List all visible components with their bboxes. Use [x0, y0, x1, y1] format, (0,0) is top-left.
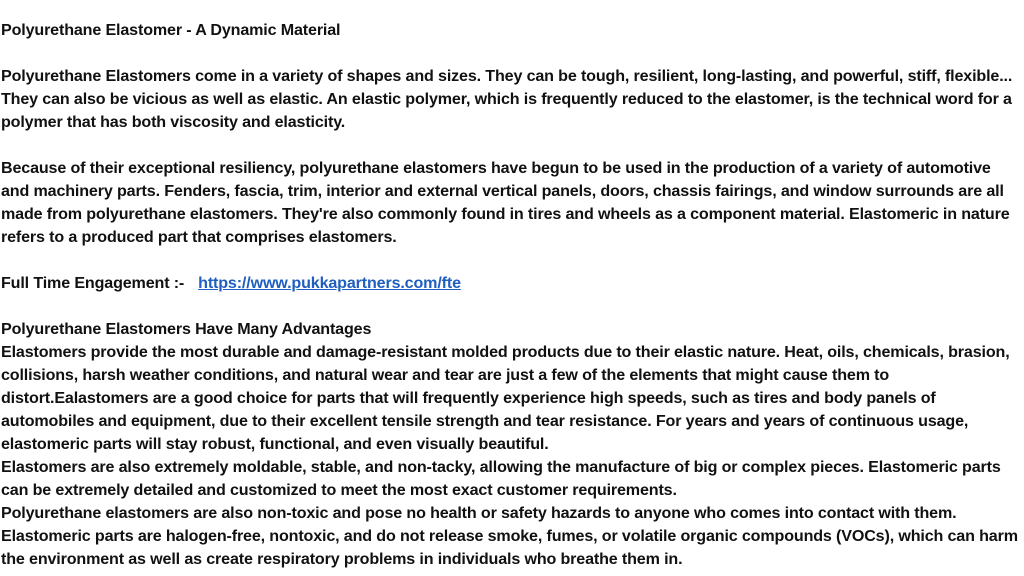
engagement-link[interactable]: https://www.pukkapartners.com/fte — [198, 274, 461, 292]
advantages-paragraph-1: Elastomers provide the most durable and damage-resistant molded products due to their elastic nature. Heat, oils, chemicals, brasion, collisions, harsh weather conditions, and natural wear and tear are just a few of the elements that might cause them to distort.Ealastomers are a good choice for parts that will frequently experience high speeds, such as tires and body panels of automobiles and equipment, due to their excellent tensile strength and tear resistance. For years and years of continuous usage, elastomeric parts will stay robust, functional, and even visually beautiful. — [1, 343, 1010, 453]
advantages-paragraph-2: Elastomers are also extremely moldable, stable, and non-tacky, allowing the manufacture of big or complex pieces. Elastomeric parts can be extremely detailed and customized to meet the most exact customer requirements. — [1, 458, 1001, 499]
spacer — [1, 134, 1020, 157]
spacer — [1, 295, 1020, 318]
engagement-line — [1, 272, 1020, 295]
engagement-label: Full Time Engagement :- — [1, 274, 185, 292]
intro-paragraph: Polyurethane Elastomers come in a variety of shapes and sizes. They can be tough, resilient, long-lasting, and powerful, stiff, flexible... They can also be vicious as well as elastic. An elastic polymer, which is frequently reduced to the elastomer, is the technical word for a polymer that has both viscosity and elasticity. — [1, 67, 1013, 131]
advantages-paragraph-3: Polyurethane elastomers are also non-toxic and pose no health or safety hazards to anyone who comes into contact with them. Elastomeric parts are halogen-free, nontoxic, and do not release smoke, fumes, or volatile organic compounds (VOCs), which can harm the environment as well as create respiratory problems in individuals who breathe them in. — [1, 504, 1018, 568]
advantages-heading: Polyurethane Elastomers Have Many Advantages — [1, 320, 372, 338]
document-title: Polyurethane Elastomer - A Dynamic Material — [1, 21, 341, 39]
spacer — [1, 249, 1020, 272]
spacer — [1, 42, 1020, 65]
usage-paragraph: Because of their exceptional resiliency, polyurethane elastomers have begun to be used in the production of a variety of automotive and machinery parts. Fenders, fascia, trim, interior and external vertical panels, doors, chassis fairings, and window surrounds are all made from polyurethane elastomers. They're also commonly found in tires and wheels as a component material. Elastomeric in nature refers to a produced part that comprises elastomers. — [1, 159, 1010, 246]
